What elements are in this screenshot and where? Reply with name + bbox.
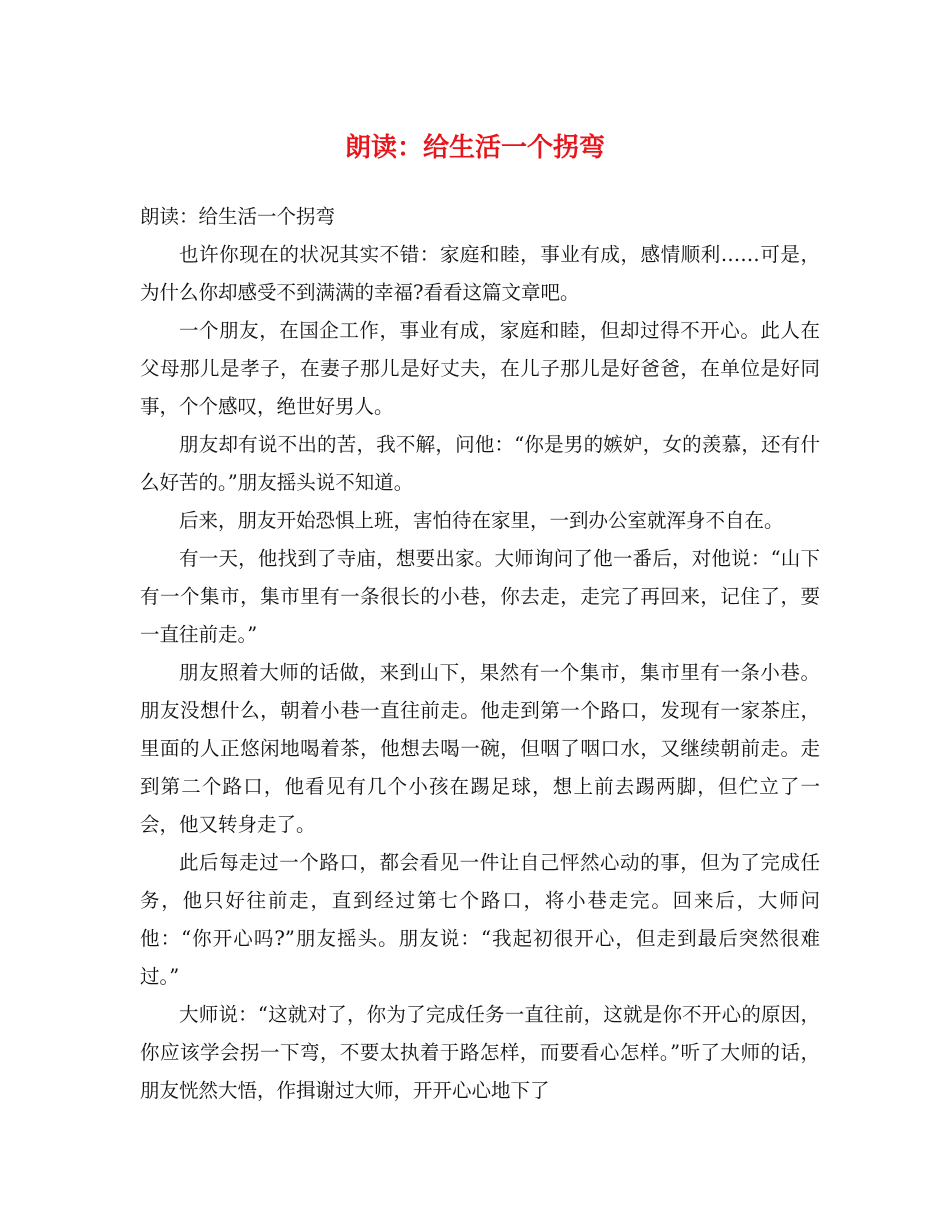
paragraph: 朋友照着大师的话做，来到山下，果然有一个集市，集市里有一条小巷。朋友没想什么，朝着小巷一直往前走。他走到第一个路口，发现有一家茶庄，里面的人正悠闲地喝着茶，他想去喝一碗，但咽了咽口水，又继续朝前走。走到第二个路口，他看见有几个小孩在踢足球，想上前去踢两脚，但伫立了一会，他又转身走了。 [140, 661, 820, 836]
paragraph: 一个朋友，在国企工作，事业有成，家庭和睦，但却过得不开心。此人在父母那儿是孝子，在妻子那儿是好丈夫，在儿子那儿是好爸爸，在单位是好同事，个个感叹，绝世好男人。 [140, 319, 820, 418]
paragraph: 也许你现在的状况其实不错：家庭和睦，事业有成，感情顺利……可是，为什么你却感受不到满满的幸福?看看这篇文章吧。 [140, 243, 820, 304]
paragraph: 后来，朋友开始恐惧上班，害怕待在家里，一到办公室就浑身不自在。 [179, 509, 784, 532]
document-subtitle: 朗读：给生活一个拐弯 [140, 205, 336, 228]
document-body [140, 198, 820, 1110]
paragraph: 大师说：“这就对了，你为了完成任务一直往前，这就是你不开心的原因，你应该学会拐一下弯，不要太执着于路怎样，而要看心怎样。”听了大师的话，朋友恍然大悟，作揖谢过大师，开开心心地下了 [140, 1003, 820, 1102]
paragraph: 此后每走过一个路口，都会看见一件让自己怦然心动的事，但为了完成任务，他只好往前走，直到经过第七个路口，将小巷走完。回来后，大师问他：“你开心吗?”朋友摇头。朋友说：“我起初很开心，但走到最后突然很难过。” [140, 851, 820, 988]
paragraph: 朋友却有说不出的苦，我不解，问他：“你是男的嫉妒，女的羡慕，还有什么好苦的。”朋友摇头说不知道。 [140, 433, 820, 494]
document-title: 朗读：给生活一个拐弯 [344, 133, 605, 163]
paragraph: 有一天，他找到了寺庙，想要出家。大师询问了他一番后，对他说：“山下有一个集市，集市里有一条很长的小巷，你去走，走完了再回来，记住了，要一直往前走。” [140, 547, 820, 646]
